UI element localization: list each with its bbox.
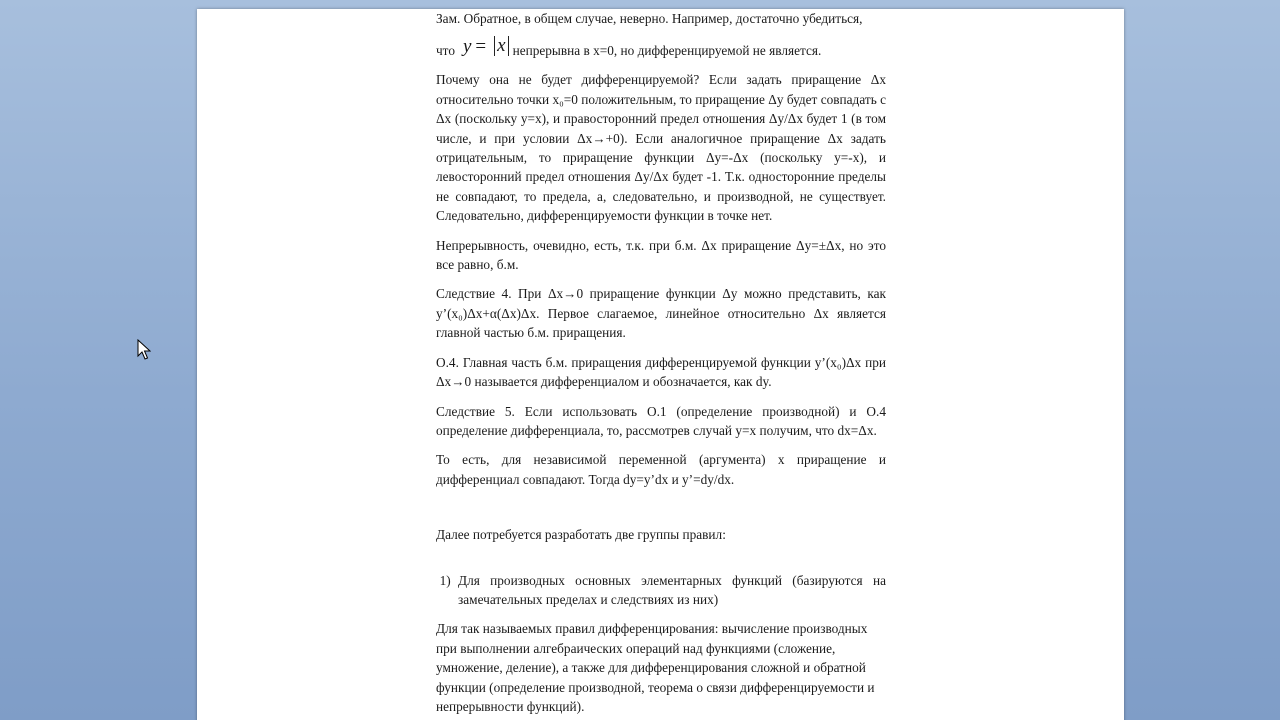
formula-eq: = [475,35,487,57]
abs-formula [463,36,509,56]
document-page [197,9,1124,720]
formula-suffix: непрерывна в x=0, но дифференцируемой не является. [512,43,822,58]
formula-rhs: x [494,36,508,56]
mouse-pointer-icon [137,339,151,361]
corollary-5-paragraph: Следствие 5. Если использовать О.1 (определение производной) и О.4 определение дифференциала, то, рассмотрев случай y=x получим, что dx=Δx. [436,403,886,438]
rules-paragraph: Для так называемых правил дифференцирования: вычисление производных при выполнении алгебраических операций над функциями (сложение, умножение, деление), а также для дифференцирования сложной и обратной функции (определение производной, теорема о связи дифференцируемости и непрерывности функций). [436,621,875,714]
list-item [436,571,886,610]
explanation-paragraph: Почему она не будет дифференцируемой? Если задать приращение Δx относительно точки x₀=0 положительным, то приращение Δy будет совпадать с Δx (поскольку y=x), и правосторонний предел отношения Δy/Δx будет 1 (в том числе, и при условии Δx→+0). Если аналогичное приращение Δx задать отрицательным, то приращение функции Δy=-Δx (поскольку y=-x), и левосторонний предел отношения Δy/Δx будет -1. Т.к. односторонние пределы не совпадают, то предела, а, следовательно, и производной, не существует. Следовательно, дифференцируемости функции в точке нет. [436,72,886,224]
corollary-4-paragraph: Следствие 4. При Δx→0 приращение функции Δy можно представить, как y’(x₀)Δx+α(Δx)Δx. Первое слагаемое, линейное относительно Δx является главной частью б.м. приращения. [436,286,886,341]
differential-paragraph: То есть, для независимой переменной (аргумента) x приращение и дифференциал совпадают. Тогда dy=y’dx и y’=dy/dx. [436,452,886,487]
list-number: 1) [439,572,451,588]
formula-line [436,30,886,60]
list-text: Для производных основных элементарных функций (базируются на замечательных пределах и следствиях из них) [458,572,886,607]
document-content [436,9,886,720]
remark-paragraph: Зам. Обратное, в общем случае, неверно. Например, достаточно убедиться, [436,11,863,26]
rules-intro-paragraph: Далее потребуется разработать две группы правил: [436,527,726,543]
continuity-paragraph: Непрерывность, очевидно, есть, т.к. при б.м. Δx приращение Δy=±Δx, но это все равно, б.м. [436,237,886,273]
formula-lhs: y [462,35,472,57]
definition-4-paragraph: О.4. Главная часть б.м. приращения дифференцируемой функции y’(x₀)Δx при Δx→0 называется дифференциалом и обозначается, как dy. [436,354,886,390]
formula-prefix: что [436,43,455,58]
